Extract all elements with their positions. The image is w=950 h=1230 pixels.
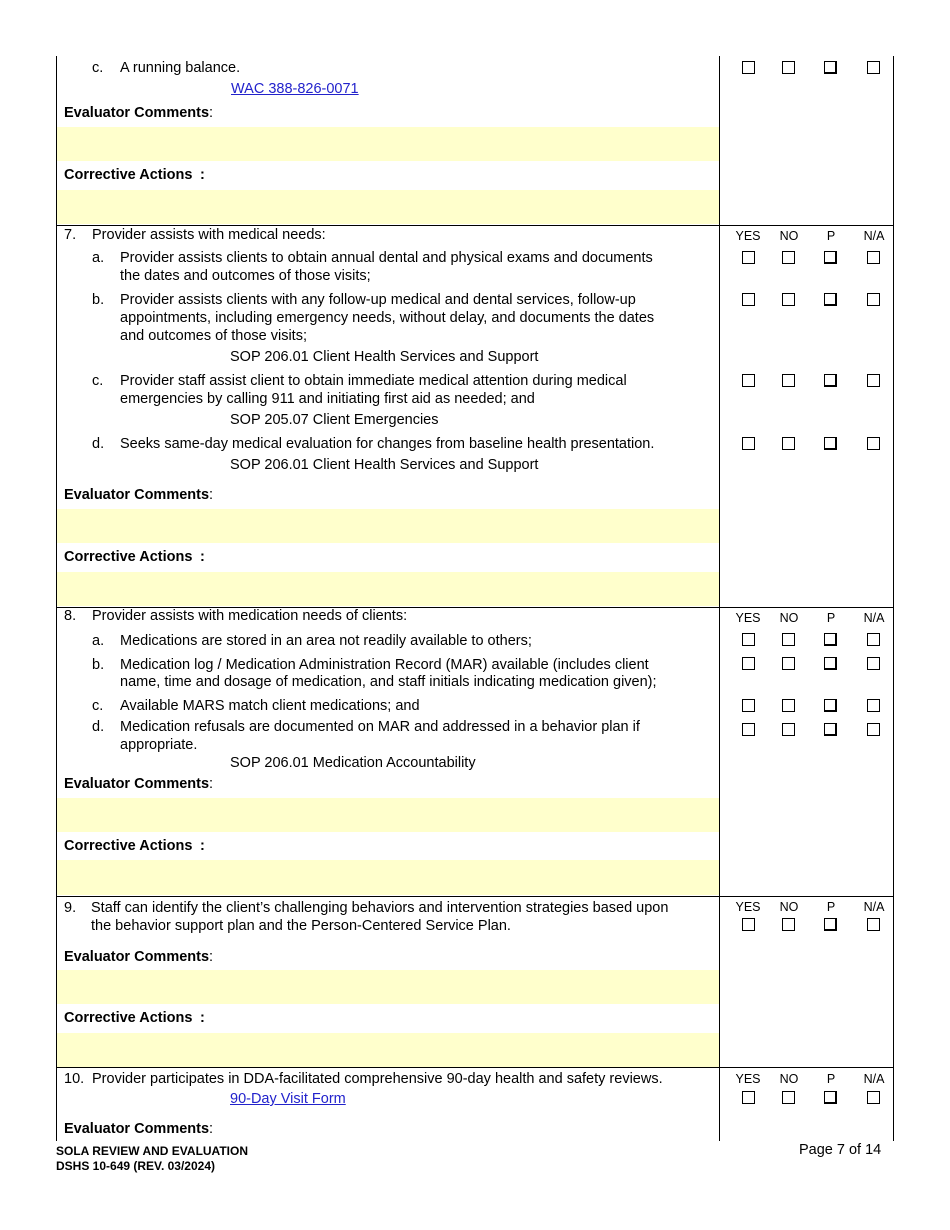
item8-b-line1: Medication log / Medication Administration Record (MAR) available (includes client [120,657,649,673]
item7-c-letter: c. [92,373,104,389]
item8-number: 8. [64,608,77,624]
col-p-header: P [826,1072,836,1086]
item7a-yes-checkbox[interactable] [742,251,755,264]
item7-a-line2: the dates and outcomes of those visits; [120,268,371,284]
item8a-no-checkbox[interactable] [782,633,795,646]
item9-corrective-actions-field[interactable] [57,1033,719,1067]
item7c-no-checkbox[interactable] [782,374,795,387]
item7-b-line1: Provider assists clients with any follow-up medical and dental services, follow-up [120,292,636,308]
item8-d-line1: Medication refusals are documented on MAR and addressed in a behavior plan if [120,719,640,735]
item8a-na-checkbox[interactable] [867,633,880,646]
item7-d-line1: Seeks same-day medical evaluation for changes from baseline health presentation. [120,436,655,452]
page-number: Page 7 of 14 [799,1142,882,1158]
item10-p-checkbox[interactable] [824,1091,837,1104]
item8d-p-checkbox[interactable] [824,723,837,736]
item7b-yes-checkbox[interactable] [742,293,755,306]
item8-evaluator-comments-label: Evaluator Comments: [64,776,214,792]
item7-title: Provider assists with medical needs: [92,227,326,243]
table-divider [719,56,720,1141]
wac-link[interactable]: WAC 388-826-0071 [231,81,359,97]
item8b-p-checkbox[interactable] [824,657,837,670]
item9-no-checkbox[interactable] [782,918,795,931]
item7-a-letter: a. [92,250,105,266]
item8-title: Provider assists with medication needs of clients: [92,608,408,624]
item6-c-text: A running balance. [120,60,241,76]
col-p-header: P [826,611,836,625]
item10-number: 10. [64,1071,85,1087]
item7-number: 7. [64,227,77,243]
item7a-na-checkbox[interactable] [867,251,880,264]
item10-yes-checkbox[interactable] [742,1091,755,1104]
item6-corrective-actions-label: Corrective Actions [64,167,193,183]
col-no-header: NO [779,1072,799,1086]
item7-d-reference: SOP 206.01 Client Health Services and Support [230,457,539,473]
item7-b-reference: SOP 206.01 Client Health Services and Support [230,349,539,365]
item8c-no-checkbox[interactable] [782,699,795,712]
item8-a-letter: a. [92,633,105,649]
item6c-na-checkbox[interactable] [867,61,880,74]
item6-corrective-actions-field[interactable] [57,190,719,224]
item10-line1: Provider participates in DDA-facilitated comprehensive 90-day health and safety reviews. [92,1071,663,1087]
item8b-na-checkbox[interactable] [867,657,880,670]
item8-d-line2: appropriate. [120,737,198,753]
item7-a-line1: Provider assists clients to obtain annual dental and physical exams and documents [120,250,653,266]
item8c-p-checkbox[interactable] [824,699,837,712]
col-yes-header: YES [735,611,761,625]
item8c-yes-checkbox[interactable] [742,699,755,712]
item7b-no-checkbox[interactable] [782,293,795,306]
item8-d-letter: d. [92,719,105,735]
item7-b-letter: b. [92,292,105,308]
item8c-na-checkbox[interactable] [867,699,880,712]
section-border-10 [56,1067,894,1068]
item7-d-letter: d. [92,436,105,452]
item7-c-reference: SOP 205.07 Client Emergencies [230,412,439,428]
table-border-right [893,56,894,1141]
item6c-no-checkbox[interactable] [782,61,795,74]
section-border-9 [56,896,894,897]
item7-c-line1: Provider staff assist client to obtain immediate medical attention during medical [120,373,627,389]
item7-corrective-actions-label: Corrective Actions [64,549,193,565]
col-yes-header: YES [735,229,761,243]
item8-b-letter: b. [92,657,105,673]
item9-number: 9. [64,900,77,916]
item8-reference: SOP 206.01 Medication Accountability [230,755,476,771]
footer-form-title: SOLA REVIEW AND EVALUATION [56,1144,248,1158]
footer-form-id: DSHS 10-649 (REV. 03/2024) [56,1159,215,1173]
item8d-yes-checkbox[interactable] [742,723,755,736]
col-na-header: N/A [863,900,885,914]
item7-corrective-actions-field[interactable] [57,572,719,606]
item7c-yes-checkbox[interactable] [742,374,755,387]
item9-line2: the behavior support plan and the Person-Centered Service Plan. [91,918,511,934]
item7d-yes-checkbox[interactable] [742,437,755,450]
item9-corrective-actions-label: Corrective Actions [64,1010,193,1026]
item7d-no-checkbox[interactable] [782,437,795,450]
col-na-header: N/A [863,611,885,625]
item7d-na-checkbox[interactable] [867,437,880,450]
col-no-header: NO [779,229,799,243]
item8a-p-checkbox[interactable] [824,633,837,646]
item7b-na-checkbox[interactable] [867,293,880,306]
item8-corrective-actions-label: Corrective Actions [64,838,193,854]
item8d-na-checkbox[interactable] [867,723,880,736]
item6c-p-checkbox[interactable] [824,61,837,74]
item8-corrective-actions-field[interactable] [57,860,719,895]
item7-b-line2: appointments, including emergency needs, without delay, and documents the dates [120,310,655,326]
item6-evaluator-comments-label: Evaluator Comments: [64,105,214,121]
item8a-yes-checkbox[interactable] [742,633,755,646]
item7-evaluator-comments-field[interactable] [57,509,719,543]
item7a-p-checkbox[interactable] [824,251,837,264]
col-p-header: P [826,900,836,914]
item6-evaluator-comments-field[interactable] [57,127,719,161]
item7a-no-checkbox[interactable] [782,251,795,264]
item8d-no-checkbox[interactable] [782,723,795,736]
item10-na-checkbox[interactable] [867,1091,880,1104]
col-no-header: NO [779,900,799,914]
item9-yes-checkbox[interactable] [742,918,755,931]
item7c-na-checkbox[interactable] [867,374,880,387]
item9-evaluator-comments-field[interactable] [57,970,719,1004]
item8-c-line1: Available MARS match client medications; and [120,698,420,714]
item8-a-line1: Medications are stored in an area not readily available to others; [120,633,532,649]
item7c-p-checkbox[interactable] [824,374,837,387]
item7b-p-checkbox[interactable] [824,293,837,306]
item7d-p-checkbox[interactable] [824,437,837,450]
item8-evaluator-comments-field[interactable] [57,798,719,832]
item8-c-letter: c. [92,698,104,714]
item10-no-checkbox[interactable] [782,1091,795,1104]
item9-na-checkbox[interactable] [867,918,880,931]
item6-c-letter: c. [92,60,104,76]
item8b-no-checkbox[interactable] [782,657,795,670]
col-p-header: P [826,229,836,243]
item10-evaluator-comments-label: Evaluator Comments: [64,1121,214,1137]
item6c-yes-checkbox[interactable] [742,61,755,74]
col-no-header: NO [779,611,799,625]
col-na-header: N/A [863,229,885,243]
item9-p-checkbox[interactable] [824,918,837,931]
item7-c-line2: emergencies by calling 911 and initiating first aid as needed; and [120,391,535,407]
col-yes-header: YES [735,1072,761,1086]
ninety-day-visit-form-link[interactable]: 90-Day Visit Form [230,1091,346,1107]
item8b-yes-checkbox[interactable] [742,657,755,670]
item7-b-line3: and outcomes of those visits; [120,328,307,344]
item8-b-line2: name, time and dosage of medication, and staff initials indicating medication given); [120,674,657,690]
item9-line1: Staff can identify the client’s challenging behaviors and intervention strategies based upon [91,900,669,916]
item7-evaluator-comments-label: Evaluator Comments: [64,487,214,503]
item9-evaluator-comments-label: Evaluator Comments: [64,949,214,965]
section-border-7 [56,225,894,226]
col-yes-header: YES [735,900,761,914]
col-na-header: N/A [863,1072,885,1086]
